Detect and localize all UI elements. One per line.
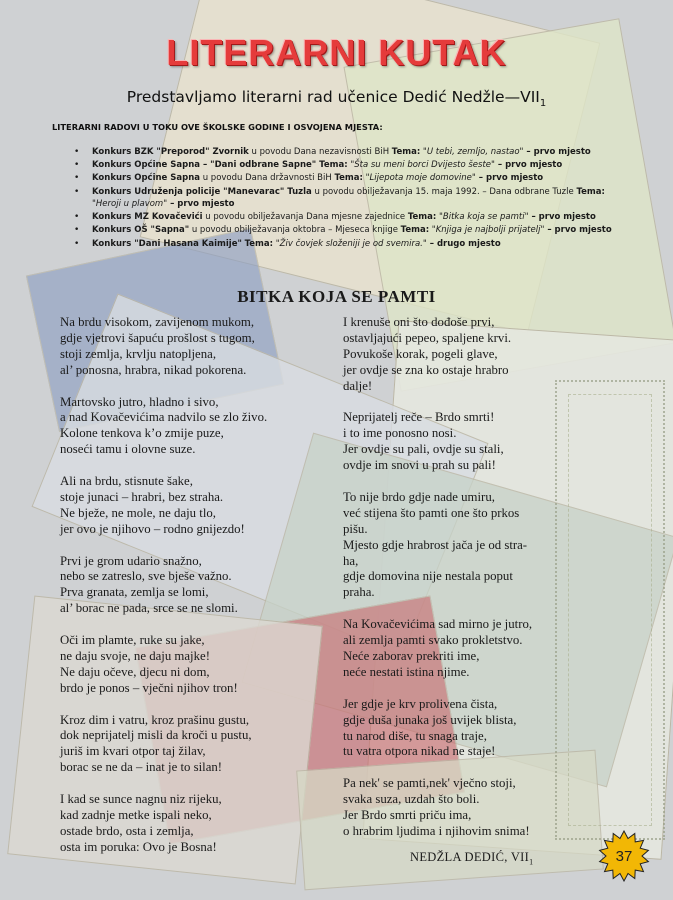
poem-line: Povukoše korak, pogeli glave, [343, 346, 498, 361]
award-occasion: u povodu obilježavanja Dana mjesne zajednice [202, 212, 408, 223]
award-topic: "U tebi, zemljo, nastao" [420, 147, 524, 157]
page-title: LITERARNI KUTAK [166, 32, 507, 73]
award-contest: Konkurs Općine Sapna [92, 173, 201, 184]
award-contest: Konkurs OŠ "Sapna" [92, 225, 190, 236]
poem-line: stoje junaci – hrabri, bez straha. [60, 489, 224, 504]
award-place: – prvo mjesto [167, 199, 235, 210]
poem-title: BITKA KOJA SE PAMTI [237, 287, 436, 306]
award-occasion: u povodu obilježavanja 15. maja 1992. – Dana odbrane Tuzle [311, 186, 577, 197]
poem-line: Pa nek' se pamti,nek' vječno stoji, [343, 776, 516, 791]
poem-stanza [60, 554, 330, 618]
poem-line: neće nestati istina njime. [343, 664, 470, 679]
award-place: – prvo mjesto [528, 212, 596, 223]
award-item [70, 146, 630, 158]
award-contest: Konkurs Općine Sapna – "Dani odbrane Sapne" Tema: [92, 160, 348, 171]
subtitle-text: Predstavljamo literarni rad učenice Dedić Nedžle—VII [126, 88, 540, 106]
poem-line: ostavljajući pepeo, spaljene krvi. [343, 330, 512, 345]
poem-line: juriš im kvari otpor taj žilav, [60, 744, 206, 759]
award-place: – prvo mjesto [523, 147, 591, 157]
page-number-badge [598, 830, 650, 882]
signature-subscript: 1 [529, 857, 534, 867]
poem-line: nebo se zatreslo, sve bješe važno. [60, 569, 232, 584]
poem-line: Na brdu visokom, zavijenom mukom, [60, 315, 255, 329]
poem-line: jer ovo je njihovo – rodno gnijezdo! [60, 521, 245, 536]
poem-line: Neprijatelj reče – Brdo smrti! [343, 410, 495, 425]
poem-line: a nad Kovačevićima nadvilo se zlo živo. [60, 410, 268, 425]
poem-line: dok neprijatelj misli da kroči u pustu, [60, 728, 252, 743]
poem-stanza [60, 395, 330, 459]
poem-line: Na Kovačevićima sad mirno je jutro, [343, 617, 533, 632]
subtitle-subscript: 1 [539, 98, 547, 110]
poem-line: al’ borac ne pada, srce se ne slomi. [60, 601, 238, 616]
award-topic: "Knjiga je najbolji prijatelj" [429, 225, 545, 236]
poem-line: Oči im plamte, ruke su jake, [60, 633, 205, 648]
poem-stanza [343, 697, 563, 761]
poem-stanza [60, 792, 330, 856]
award-occasion: u povodu Dana nezavisnosti BiH [248, 147, 392, 157]
awards-list [70, 146, 630, 251]
poem-line: Martovsko jutro, hladno i sivo, [60, 394, 219, 409]
poem-line: o hrabrim ljudima i njihovim snima! [343, 823, 530, 838]
award-contest: Konkurs "Dani Hasana Kaimije" [92, 238, 242, 249]
award-place: – prvo mjesto [544, 225, 612, 236]
poem-line: pišu. [343, 521, 368, 536]
poem-line: stoji zemlja, krvlju natopljena, [60, 346, 217, 361]
award-topic: "Šta su meni borci Dvijesto šeste" [350, 160, 495, 171]
poem-stanza [343, 776, 563, 840]
poem-column-left [60, 315, 330, 872]
poem-line: kad zadnje metke ispali neko, [60, 808, 212, 822]
poem-stanza [343, 315, 563, 395]
poem-line: tu vatra otpora nikad ne staje! [343, 744, 496, 759]
poem-line: gdje domovina nije nestala poput [343, 569, 513, 584]
poem-line: ovdje im snovi u prah su pali! [343, 458, 496, 473]
poem-line: borac se ne da – inat je to silan! [60, 760, 223, 775]
poem-line: jer ovdje se zna ko ostaje hrabro [343, 362, 509, 377]
poem-stanza [60, 713, 330, 777]
poem-line: svaka suza, uzdah što boli. [343, 792, 480, 807]
poem-line: ali zemlja pamti svako prokletstvo. [343, 633, 523, 648]
award-item [70, 159, 630, 171]
award-item [70, 211, 630, 223]
poem-line: Kroz dim i vatru, kroz prašinu gustu, [60, 712, 250, 727]
poem-stanza [60, 315, 330, 379]
poem-stanza [343, 410, 563, 474]
award-occasion: u povodu Dana državnosti BiH [200, 173, 335, 184]
poem-line: brdo je ponos – vječni njihov tron! [60, 680, 238, 695]
poem-stanza [343, 617, 563, 681]
poem-line: ha, [343, 553, 359, 568]
award-topic-label: Tema: [334, 173, 363, 184]
poem-line: I krenuše oni što dođoše prvi, [343, 315, 495, 329]
award-item [70, 186, 630, 211]
poem-line: To nije brdo gdje nade umiru, [343, 489, 495, 504]
award-topic-label: Tema: [244, 238, 274, 249]
page-subtitle [0, 88, 673, 109]
award-topic: "Lijepota moje domovine" [362, 173, 476, 184]
award-contest: Konkurs MZ Kovačevići [92, 212, 203, 223]
award-topic: "Živ čovjek složeniji je od svemira." [273, 238, 427, 249]
poem-line: Ne daju očeve, djecu ni dom, [60, 664, 210, 679]
award-item [70, 238, 630, 250]
poem-stanza [343, 490, 563, 601]
award-place: – prvo mjesto [475, 173, 544, 184]
poem-line: već stijena što pamti one što prkos [343, 505, 520, 520]
poem-stanza [60, 633, 330, 697]
poem-line: osta im poruka: Ovo je Bosna! [60, 839, 217, 854]
award-topic-label: Tema: [576, 186, 605, 197]
award-item [70, 224, 630, 236]
poem-line: Ali na brdu, stisnute šake, [60, 474, 193, 489]
poem-column-right [343, 315, 563, 856]
poem-line: praha. [343, 585, 375, 600]
author-signature [410, 850, 533, 867]
awards-heading: LITERARNI RADOVI U TOKU OVE ŠKOLSKE GODINE I OSVOJENA MJESTA: [52, 122, 383, 132]
page-number: 37 [615, 847, 633, 865]
poem-stanza [60, 474, 330, 538]
poem-line: Jer Brdo smrti priču ima, [343, 808, 472, 823]
poem-line: Ne bježe, ne mole, ne daju tlo, [60, 505, 216, 520]
award-contest: Konkurs Udruženja policije "Manevarac" Tuzla [92, 186, 312, 197]
poem-line: gdje vjetrovi šapuću prošlost s tugom, [60, 330, 255, 345]
award-topic: "Heroji u plavom" [92, 199, 168, 210]
poem-line: I kad se sunce nagnu niz rijeku, [60, 792, 222, 807]
poem-line: Jer gdje je krv prolivena čista, [343, 696, 498, 711]
award-occasion: u povodu obilježavanja oktobra – Mjeseca knjige [189, 225, 401, 236]
poem-line: al’ ponosna, hrabra, nikad pokorena. [60, 362, 247, 377]
signature-text: NEDŽLA DEDIĆ, VII [410, 850, 530, 864]
poem-line: tu narod diše, tu snaga traje, [343, 728, 487, 743]
award-topic-label: Tema: [407, 212, 437, 223]
award-topic-label: Tema: [400, 225, 430, 236]
award-topic-label: Tema: [391, 147, 421, 157]
poem-line: Prva granata, zemlja se lomi, [60, 585, 209, 600]
poem-line: Kolone tenkova k’o zmije puze, [60, 426, 224, 441]
poem-line: Mjesto gdje hrabrost jača je od stra- [343, 537, 528, 552]
award-contest: Konkurs BZK "Preporod" Zvornik [92, 147, 249, 157]
poem-line: gdje duša junaka još uvijek blista, [343, 712, 517, 727]
poem-line: ostade brdo, osta i zemlja, [60, 823, 194, 838]
award-topic: "Bitka koja se pamti" [436, 212, 529, 223]
poem-line: Jer ovdje su pali, ovdje su stali, [343, 442, 504, 457]
poem-line: Neće zaborav prekriti ime, [343, 648, 480, 663]
award-item [70, 172, 630, 184]
award-place: – drugo mjesto [426, 238, 501, 249]
poem-line: i to ime ponosno nosi. [343, 426, 457, 441]
poem-line: dalje! [343, 378, 373, 393]
poem-line: ne daju svoje, ne daju majke! [60, 648, 210, 663]
poem-line: Prvi je grom udario snažno, [60, 553, 202, 568]
poem-line: noseći tamu i olovne suze. [60, 442, 196, 457]
award-place: – prvo mjesto [494, 160, 563, 171]
